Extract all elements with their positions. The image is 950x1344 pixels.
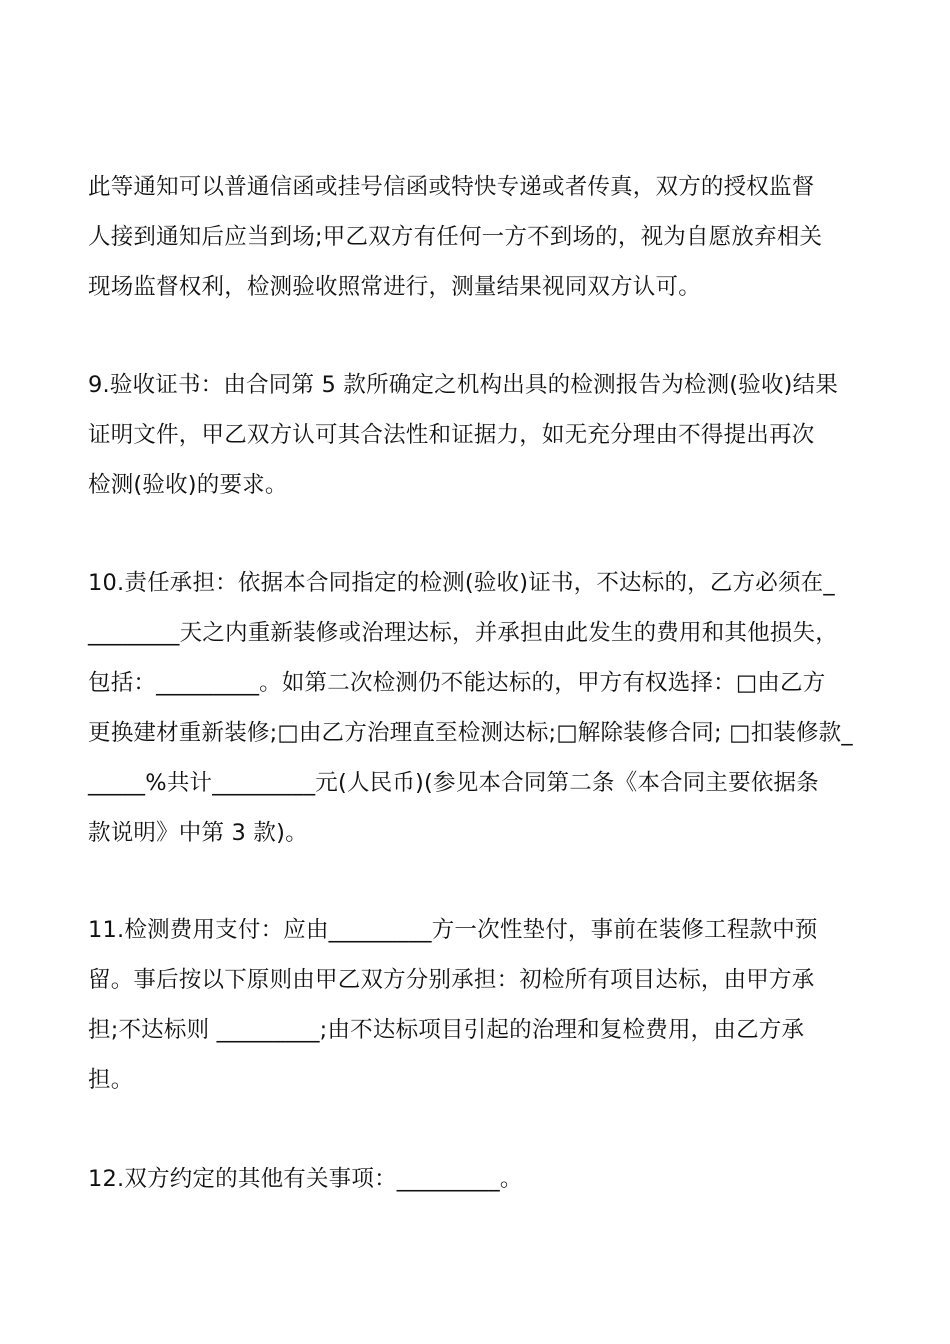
text-line: 此等通知可以普通信函或挂号信函或特快专递或者传真，双方的授权监督 [88, 174, 815, 200]
text-line: 9.验收证书：由合同第 5 款所确定之机构出具的检测报告为检测(验收)结果 [88, 372, 839, 398]
text-line: _____%共计_________元(人民币)(参见本合同第二条《本合同主要依据条 [88, 770, 819, 796]
text-line: 担;不达标则 _________;由不达标项目引起的治理和复检费用，由乙方承 [88, 1017, 805, 1043]
paragraph-testing-fees [88, 905, 878, 1105]
paragraph-acceptance-certificate [88, 360, 878, 510]
paragraph-liability [88, 558, 878, 858]
text-line: ________天之内重新装修或治理达标，并承担由此发生的费用和其他损失， [88, 620, 838, 646]
text-line: 更换建材重新装修;□由乙方治理直至检测达标;□解除装修合同; □扣装修款_ [88, 720, 853, 746]
paragraph-other-matters [88, 1154, 878, 1204]
text-line: 11.检测费用支付：应由_________方一次性垫付，事前在装修工程款中预 [88, 917, 818, 943]
text-line: 款说明》中第 3 款)。 [88, 820, 308, 846]
text-line: 人接到通知后应当到场;甲乙双方有任何一方不到场的，视为自愿放弃相关 [88, 224, 823, 250]
text-line: 检测(验收)的要求。 [88, 472, 288, 498]
paragraph-notice-method [88, 162, 878, 312]
text-line: 留。事后按以下原则由甲乙双方分别承担：初检所有项目达标，由甲方承 [88, 967, 815, 993]
text-line: 证明文件，甲乙双方认可其合法性和证据力，如无充分理由不得提出再次 [88, 422, 815, 448]
text-line: 10.责任承担：依据本合同指定的检测(验收)证书，不达标的，乙方必须在_ [88, 570, 835, 596]
text-line: 12.双方约定的其他有关事项：_________。 [88, 1166, 523, 1192]
text-line: 现场监督权利，检测验收照常进行，测量结果视同双方认可。 [88, 274, 701, 300]
text-line: 包括：_________。如第二次检测仍不能达标的，甲方有权选择：□由乙方 [88, 670, 826, 696]
text-line: 担。 [88, 1067, 134, 1093]
